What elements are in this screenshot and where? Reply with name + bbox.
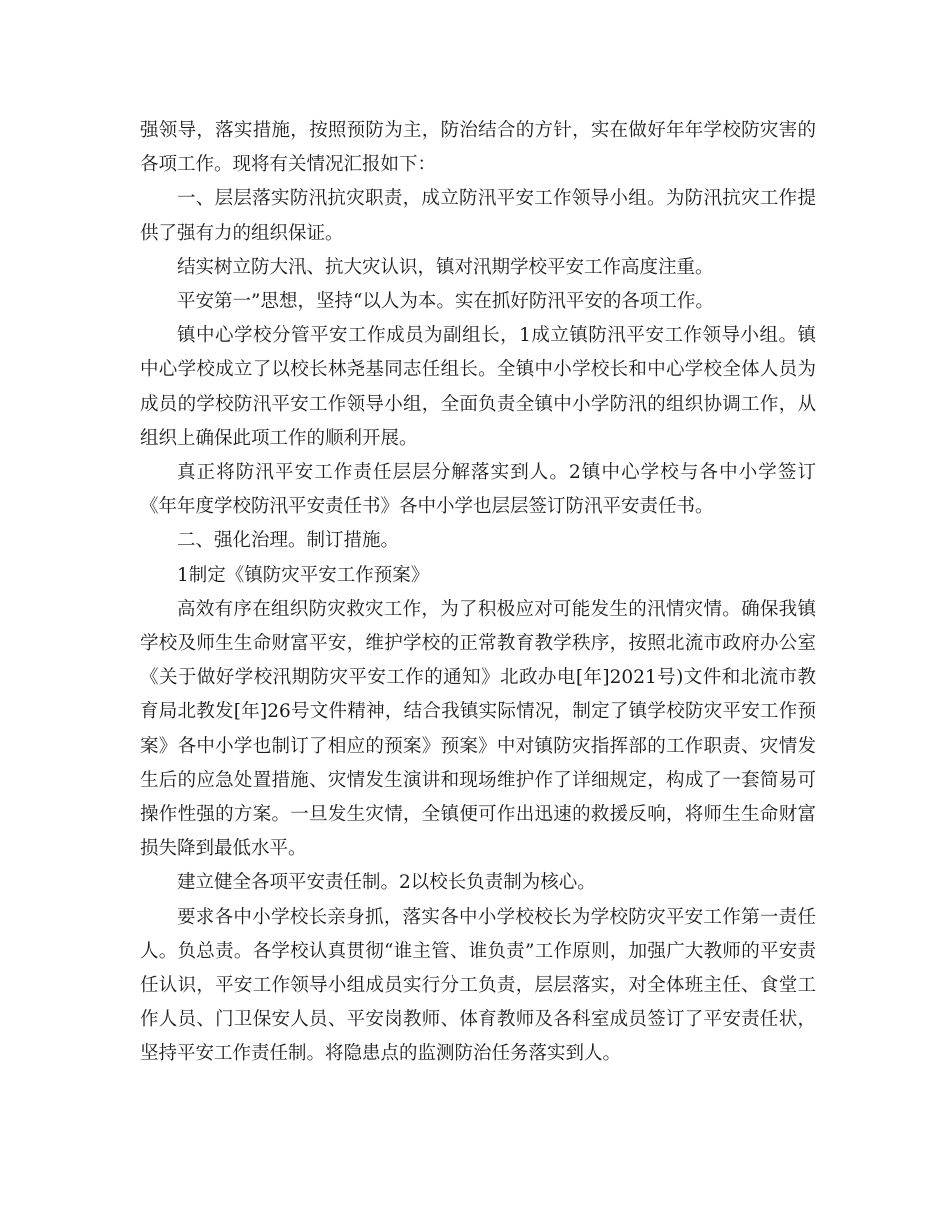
paragraph-9: 高效有序在组织防灾救灾工作，为了积极应对可能发生的汛情灾情。确保我镇学校及师生生命财富平安，维护学校的正常教育教学秩序，按照北流市政府办公室《关于做好学校汛期防灾平安工作的通知》北政办电[年]2021号)文件和北流市教育局北教发[年]26号文件精神，结合我镇实际情况，制定了镇学校防灾平安工作预案》各中小学也制订了相应的预案》预案》中对镇防灾指挥部的工作职责、灾情发生后的应急处置措施、灾情发生演讲和现场维护作了详细规定，构成了一套简易可操作性强的方案。一旦发生灾情，全镇便可作出迅速的救援反响，将师生生命财富损失降到最低水平。 [140,598,816,860]
paragraph-10: 建立健全各项平安责任制。2以校长负责制为核心。 [177,872,596,894]
paragraph-4: 平安第一”思想，坚持“以人为本。实在抓好防汛平安的各项工作。 [177,291,714,313]
paragraph-1: 强领导，落实措施，按照预防为主，防治结合的方针，实在做好年年学校防灾害的各项工作。现将有关情况汇报如下： [140,120,816,176]
paragraph-2: 一、层层落实防汛抗灾职责，成立防汛平安工作领导小组。为防汛抗灾工作提供了强有力的组织保证。 [140,188,816,244]
subsection-heading-1: 1制定《镇防灾平安工作预案》 [177,564,430,586]
paragraph-11: 要求各中小学校长亲身抓，落实各中小学校校长为学校防灾平安工作第一责任人。负总责。各学校认真贯彻“谁主管、谁负责”工作原则，加强广大教师的平安责任认识，平安工作领导小组成员实行分工负责，层层落实，对全体班主任、食堂工作人员、门卫保安人员、平安岗教师、体育教师及各科室成员签订了平安责任状，坚持平安工作责任制。将隐患点的监测防治任务落实到人。 [140,906,816,1065]
paragraph-5: 镇中心学校分管平安工作成员为副组长，1成立镇防汛平安工作领导小组。镇中心学校成立了以校长林尧基同志任组长。全镇中小学校长和中心学校全体人员为成员的学校防汛平安工作领导小组，全面负责全镇中小学防汛的组织协调工作，从组织上确保此项工作的顺利开展。 [140,325,816,449]
document-body [140,114,816,1072]
paragraph-6: 真正将防汛平安工作责任层层分解落实到人。2镇中心学校与各中小学签订《年年度学校防汛平安责任书》各中小学也层层签订防汛平安责任书。 [140,462,816,518]
section-heading-2: 二、强化治理。制订措施。 [177,530,400,552]
paragraph-3: 结实树立防大汛、抗大灾认识，镇对汛期学校平安工作高度注重。 [177,256,714,278]
